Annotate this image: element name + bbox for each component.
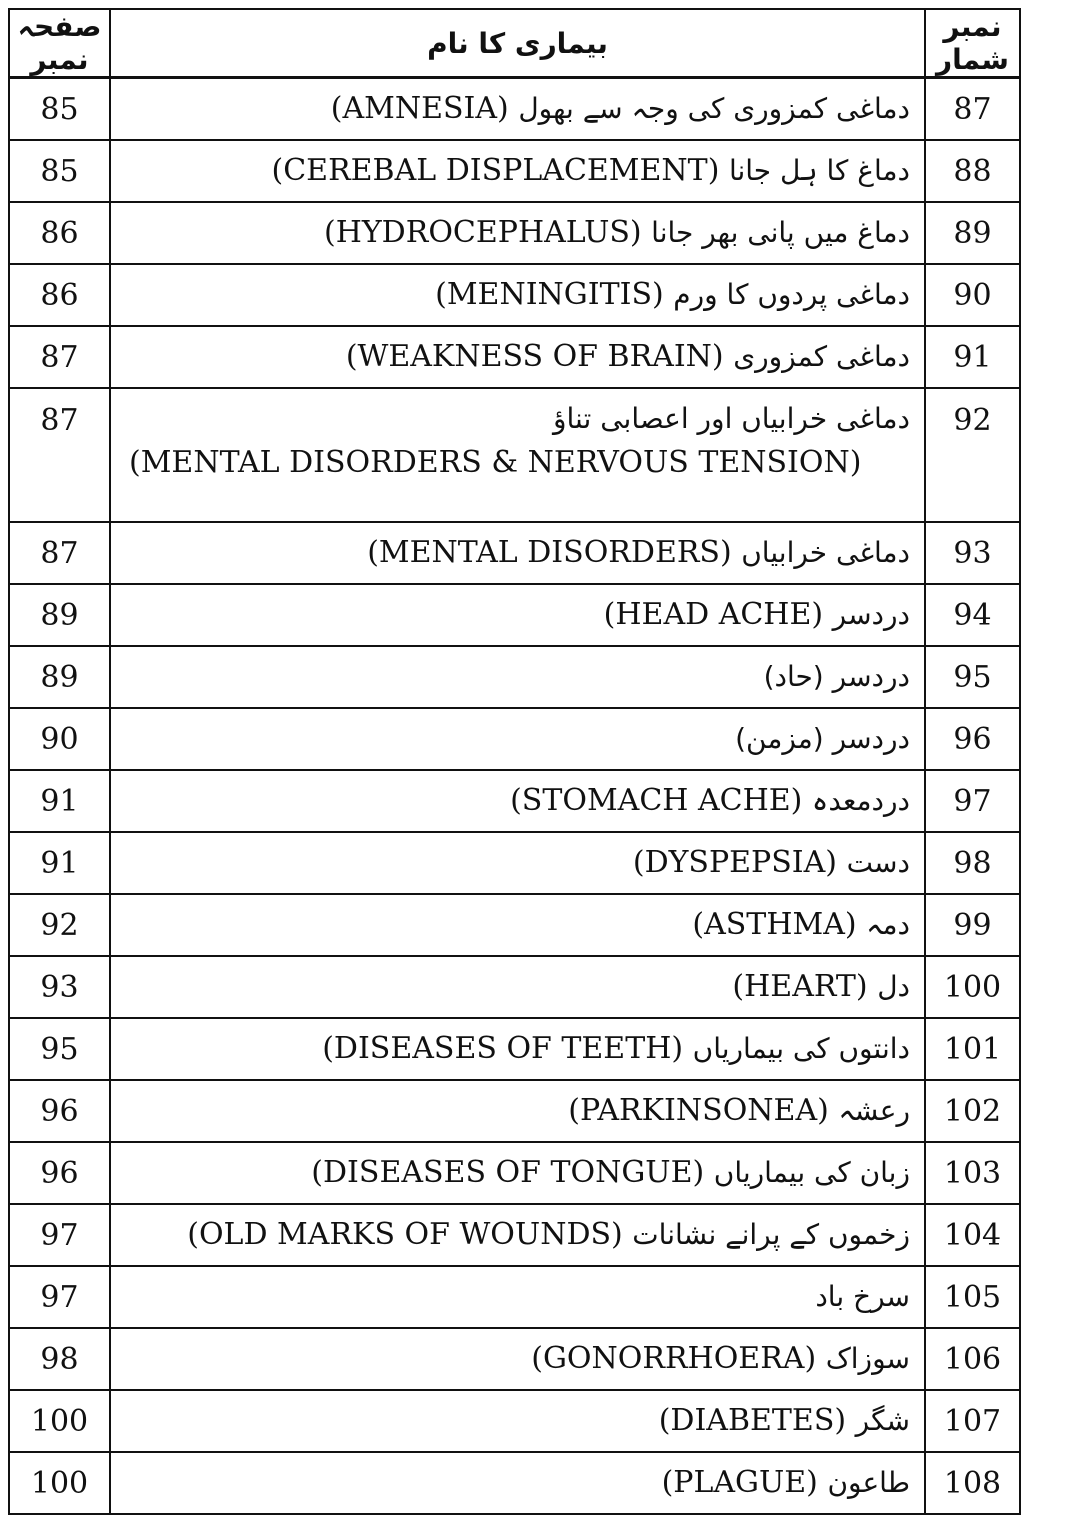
table-row <box>9 1018 1020 1080</box>
disease-name-english: (DISEASES OF TONGUE) <box>311 1155 705 1190</box>
disease-name-cell <box>110 388 925 522</box>
page-number-cell: 85 <box>9 140 110 202</box>
disease-name-english: (GONORRHOERA) <box>531 1341 817 1376</box>
disease-name-cell <box>110 832 925 894</box>
table-row <box>9 956 1020 1018</box>
disease-name-english: (OLD MARKS OF WOUNDS) <box>187 1217 623 1252</box>
disease-name-urdu: دردمعدہ <box>811 784 910 817</box>
serial-number-cell: 90 <box>925 264 1020 326</box>
disease-name-english: (PLAGUE) <box>661 1465 818 1500</box>
serial-number-cell: 108 <box>925 1452 1020 1514</box>
serial-number-cell: 96 <box>925 708 1020 770</box>
page-number-cell: 100 <box>9 1452 110 1514</box>
disease-name-urdu: دماغی خرابیاں اور اعصابی تناؤ <box>553 402 910 435</box>
disease-name-english: (HEART) <box>732 969 868 1004</box>
disease-name-urdu: دماغ میں پانی بھر جانا <box>651 216 910 249</box>
disease-name-english: (DIABETES) <box>658 1403 847 1438</box>
table-row <box>9 522 1020 584</box>
page-number-cell: 87 <box>9 522 110 584</box>
disease-name-urdu: طاعون <box>827 1466 910 1499</box>
disease-name-urdu: دردسر <box>832 598 910 631</box>
table-row <box>9 646 1020 708</box>
disease-name-cell <box>110 140 925 202</box>
table-row <box>9 584 1020 646</box>
disease-name-english: (WEAKNESS OF BRAIN) <box>345 339 724 374</box>
disease-name-urdu: دماغی خرابیاں <box>741 536 910 569</box>
disease-name-english: (MENTAL DISORDERS & NERVOUS TENSION) <box>129 445 862 480</box>
serial-number-header: نمبر شمار <box>925 9 1020 78</box>
table-row <box>9 78 1020 141</box>
serial-number-cell: 99 <box>925 894 1020 956</box>
disease-name-urdu: رعشہ <box>838 1094 910 1127</box>
disease-name-cell <box>110 522 925 584</box>
table-row <box>9 264 1020 326</box>
disease-name-english: (CEREBAL DISPLACEMENT) <box>271 153 720 188</box>
disease-name-urdu: دمہ <box>866 908 910 941</box>
disease-name-english: (DYSPEPSIA) <box>632 845 838 880</box>
disease-name-urdu: دردسر (مزمن) <box>735 722 910 755</box>
serial-number-cell: 89 <box>925 202 1020 264</box>
disease-name-urdu: دماغی کمزوری <box>733 340 910 373</box>
disease-name-english: (MENTAL DISORDERS) <box>367 535 732 570</box>
serial-number-cell: 101 <box>925 1018 1020 1080</box>
disease-name-cell <box>110 646 925 708</box>
disease-name-english: (AMNESIA) <box>330 91 509 126</box>
serial-number-cell: 97 <box>925 770 1020 832</box>
page-number-cell: 95 <box>9 1018 110 1080</box>
disease-name-english: (PARKINSONEA) <box>568 1093 829 1128</box>
serial-number-cell: 106 <box>925 1328 1020 1390</box>
table-row <box>9 1452 1020 1514</box>
table-row <box>9 1390 1020 1452</box>
disease-name-english: (DISEASES OF TEETH) <box>322 1031 684 1066</box>
serial-number-cell: 104 <box>925 1204 1020 1266</box>
table-row <box>9 894 1020 956</box>
page-number-cell: 89 <box>9 584 110 646</box>
disease-name-urdu: زخموں کے پرانے نشانات <box>632 1218 910 1251</box>
disease-name-cell <box>110 1018 925 1080</box>
page-number-cell: 100 <box>9 1390 110 1452</box>
disease-name-header: بیماری کا نام <box>110 9 925 78</box>
serial-number-cell: 91 <box>925 326 1020 388</box>
disease-name-english: (HYDROCEPHALUS) <box>324 215 642 250</box>
disease-name-cell <box>110 1328 925 1390</box>
page-number-cell: 98 <box>9 1328 110 1390</box>
disease-name-cell <box>110 894 925 956</box>
serial-number-cell: 88 <box>925 140 1020 202</box>
disease-name-cell <box>110 770 925 832</box>
table-row <box>9 388 1020 522</box>
disease-name-urdu: سرخ باد <box>815 1280 910 1313</box>
table-row <box>9 140 1020 202</box>
disease-name-cell <box>110 1204 925 1266</box>
disease-name-urdu: دردسر (حاد) <box>763 660 910 693</box>
serial-number-cell: 98 <box>925 832 1020 894</box>
disease-name-cell <box>110 1452 925 1514</box>
page-number-cell: 85 <box>9 78 110 141</box>
page-number-cell: 97 <box>9 1266 110 1328</box>
disease-name-urdu: دست <box>846 846 910 879</box>
disease-name-cell <box>110 78 925 141</box>
table-row <box>9 832 1020 894</box>
serial-number-cell: 92 <box>925 388 1020 522</box>
disease-name-urdu: دماغی پردوں کا ورم <box>673 278 910 311</box>
disease-name-cell <box>110 202 925 264</box>
table-row <box>9 326 1020 388</box>
page-number-cell: 92 <box>9 894 110 956</box>
disease-name-english: (HEAD ACHE) <box>603 597 824 632</box>
table-row <box>9 1142 1020 1204</box>
disease-name-cell <box>110 326 925 388</box>
disease-name-cell <box>110 1390 925 1452</box>
disease-name-english: (ASTHMA) <box>692 907 857 942</box>
table-row <box>9 770 1020 832</box>
disease-name-cell <box>110 956 925 1018</box>
serial-number-cell: 94 <box>925 584 1020 646</box>
page-number-cell: 93 <box>9 956 110 1018</box>
disease-name-cell <box>110 1266 925 1328</box>
disease-name-urdu: دماغی کمزوری کی وجہ سے بھول <box>518 92 910 125</box>
disease-name-urdu: دماغ کا ہل جانا <box>728 154 910 187</box>
page-number-header: صفحہ نمبر <box>9 9 110 78</box>
disease-name-cell <box>110 264 925 326</box>
page-number-cell: 89 <box>9 646 110 708</box>
disease-name-cell <box>110 1142 925 1204</box>
page-number-cell: 91 <box>9 770 110 832</box>
page-number-cell: 90 <box>9 708 110 770</box>
page-number-cell: 86 <box>9 264 110 326</box>
serial-number-cell: 105 <box>925 1266 1020 1328</box>
table-row <box>9 1266 1020 1328</box>
serial-number-cell: 107 <box>925 1390 1020 1452</box>
table-row <box>9 202 1020 264</box>
table-row <box>9 1080 1020 1142</box>
disease-name-urdu: دل <box>877 970 910 1003</box>
serial-number-cell: 95 <box>925 646 1020 708</box>
serial-number-cell: 102 <box>925 1080 1020 1142</box>
serial-number-cell: 93 <box>925 522 1020 584</box>
contents-table <box>8 8 1021 1515</box>
page-number-cell: 86 <box>9 202 110 264</box>
table-row <box>9 1204 1020 1266</box>
serial-number-cell: 100 <box>925 956 1020 1018</box>
disease-name-cell <box>110 708 925 770</box>
table-body <box>9 78 1020 1515</box>
page-number-cell: 91 <box>9 832 110 894</box>
page-number-cell: 96 <box>9 1080 110 1142</box>
disease-name-english: (MENINGITIS) <box>435 277 664 312</box>
disease-name-urdu: سوزاک <box>825 1342 910 1375</box>
disease-name-urdu: دانتوں کی بیماریاں <box>692 1032 910 1065</box>
serial-number-cell: 103 <box>925 1142 1020 1204</box>
page-number-cell: 87 <box>9 388 110 522</box>
page-number-cell: 96 <box>9 1142 110 1204</box>
disease-name-cell <box>110 1080 925 1142</box>
table-row <box>9 708 1020 770</box>
page-number-cell: 97 <box>9 1204 110 1266</box>
page-number-cell: 87 <box>9 326 110 388</box>
serial-number-cell: 87 <box>925 78 1020 141</box>
disease-name-urdu: زبان کی بیماریاں <box>713 1156 910 1189</box>
table-row <box>9 1328 1020 1390</box>
disease-name-urdu: شگر <box>855 1404 910 1437</box>
header-row <box>9 9 1020 78</box>
disease-name-english: (STOMACH ACHE) <box>510 783 803 818</box>
disease-name-cell <box>110 584 925 646</box>
